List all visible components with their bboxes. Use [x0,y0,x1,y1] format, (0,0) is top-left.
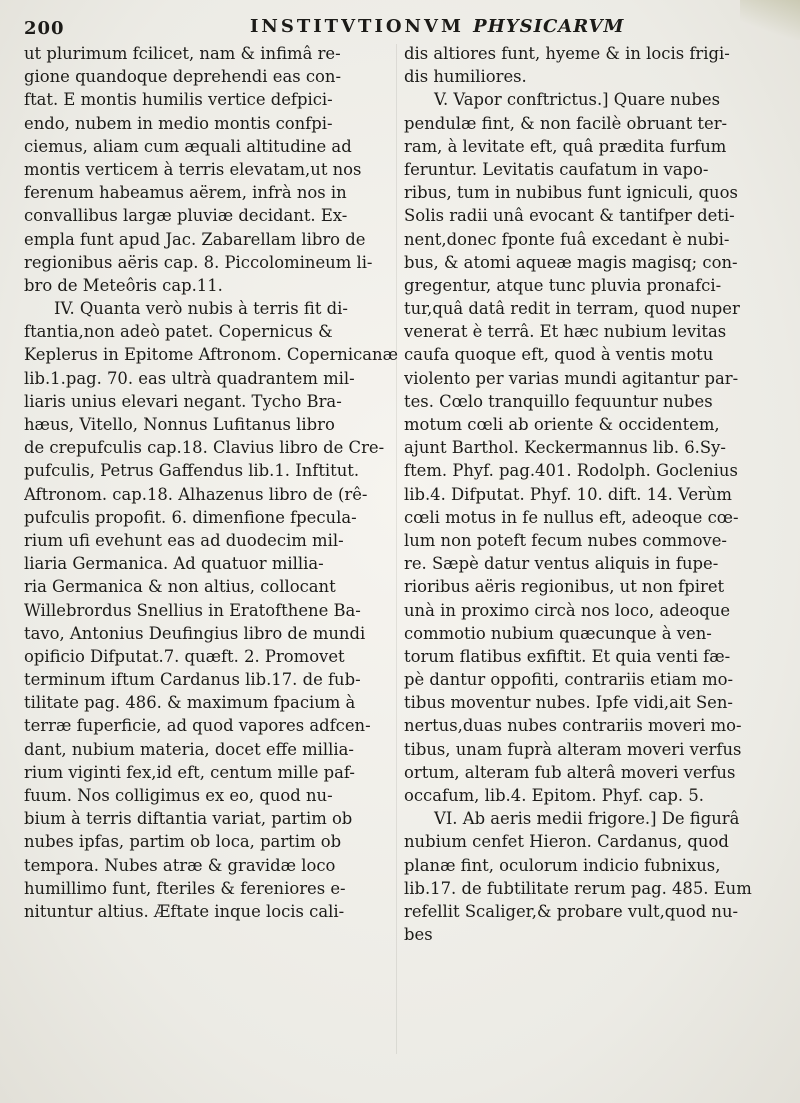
text-line: caufa quoque eft, quod à ventis motu [404,345,714,365]
text-line: venerat è terrâ. Et hæc nubium levitas [404,322,727,342]
text-line: VI. Ab aeris medii frigore.] De figurâ [434,809,740,829]
text-line: ftat. E montis humilis vertice defpici- [24,90,333,110]
text-line: rium viginti fex,id eft, centum mille paf- [24,762,355,782]
text-line: tibus, unam fuprà alteram moveri verfus [404,739,742,759]
page-number: 200 [24,18,65,39]
text-line: gione quandoque deprehendi eas con- [24,67,341,87]
text-line: lib.4. Difputat. Phyf. 10. dift. 14. Verùm [404,484,732,504]
text-line: IV. Quanta verò nubis à terris fit di- [54,299,348,319]
text-line: rium ufi evehunt eas ad duodecim mil- [24,530,344,550]
text-line: nertus,duas nubes contrariis moveri mo- [404,716,742,736]
text-line: ftem. Phyf. pag.401. Rodolph. Goclenius [404,461,738,481]
text-line: violento per varias mundi agitantur par- [404,368,739,388]
text-line: empla funt apud Jac. Zabarellam libro de [24,229,366,249]
text-line: bus, & atomi aqueæ magis magisq; con- [404,252,738,272]
text-line: de crepufculis cap.18. Clavius libro de Cre- [24,438,385,458]
text-line: ribus, tum in nubibus funt igniculi, quos [404,183,738,203]
text-line: opificio Difputat.7. quæft. 2. Promovet [24,646,345,666]
text-line: Keplerus in Epitome Aftronom. Copernicanæ [24,345,399,365]
text-line: nituntur altius. Æftate inque locis cali- [24,901,345,921]
text-line: ria Germanica & non altius, collocant [24,577,336,597]
text-line: pufculis propofit. 6. dimenfione fpecula- [24,507,357,527]
left-column [24,42,400,923]
text-line: lib.1.pag. 70. eas ultrà quadrantem mil- [24,368,355,388]
text-line: dis humiliores. [404,67,527,87]
text-line: Aftronom. cap.18. Alhazenus libro de (rê- [24,484,368,504]
text-line: ftantia,non adeò patet. Copernicus & [24,322,333,342]
right-column [404,42,788,946]
text-line: pufculis, Petrus Gaffendus lib.1. Inftitut. [24,461,360,481]
text-line: lum non poteft fecum nubes commove- [404,530,727,550]
text-line: Willebrordus Snellius in Eratofthene Ba- [24,600,361,620]
text-line: feruntur. Levitatis caufatum in vapo- [404,159,709,179]
text-line: rioribus aëris regionibus, ut non fpiret [404,577,725,597]
text-line: bium à terris diftantia variat, partim ob [24,809,353,829]
text-line: bro de Meteôris cap.11. [24,275,223,295]
text-line: dant, nubium materia, docet effe millia- [24,739,354,759]
text-line: lib.17. de fubtilitate rerum pag. 485. Eum [404,878,752,898]
running-head [250,16,624,37]
text-line: occafum, lib.4. Epitom. Phyf. cap. 5. [404,786,704,805]
text-line: liaris unius elevari negant. Tycho Bra- [24,391,342,411]
text-line: nubium cenfet Hieron. Cardanus, quod [404,832,729,852]
text-line: fuum. Nos colligimus ex eo, quod nu- [24,786,333,805]
text-line: hæus, Vitello, Nonnus Lufitanus libro [24,415,335,434]
text-line: re. Sæpè datur ventus aliquis in fupe- [404,554,719,574]
text-line: tes. Cœlo tranquillo fequuntur nubes [404,391,713,411]
text-line: dis altiores funt, hyeme & in locis frigi- [404,44,730,63]
text-line: motum cœli ab oriente & occidentem, [404,415,720,434]
text-line: tempora. Nubes atræ & gravidæ loco [24,855,336,875]
text-line: ciemus, aliam cum æquali altitudine ad [24,136,352,156]
text-line: humillimo funt, fteriles & fereniores e- [24,878,346,898]
text-line: tilitate pag. 486. & maximum fpacium à [24,693,356,713]
text-line: commotio nubium quæcunque à ven- [404,623,712,643]
text-line: tavo, Antonius Deufingius libro de mundi [24,623,366,643]
text-line: ut plurimum fcilicet, nam & infimâ re- [24,44,341,63]
text-line: liaria Germanica. Ad quatuor millia- [24,554,324,574]
text-line: Solis radii unâ evocant & tantifper deti- [404,206,735,226]
text-line: bes [404,925,433,945]
text-line: ram, à levitate eft, quâ prædita furfum [404,136,727,156]
text-line: torum flatibus exfiftit. Et quia venti fæ- [404,646,731,666]
text-line: nent,donec fponte fuâ excedant è nubi- [404,229,730,249]
text-line: pè dantur oppofiti, contrariis etiam mo- [404,670,734,690]
text-line: ferenum habeamus aërem, infrà nos in [24,183,347,203]
text-line: nubes ipfas, partim ob loca, partim ob [24,832,342,852]
text-line: ortum, alteram fub alterâ moveri verfus [404,762,736,782]
text-line: refellit Scaliger,& probare vult,quod nu- [404,901,739,921]
text-line: V. Vapor conftrictus.] Quare nubes [434,90,721,110]
text-line: ajunt Barthol. Keckermannus lib. 6.Sy- [404,438,726,458]
text-line: convallibus largæ pluviæ decidant. Ex- [24,206,348,226]
page-header [0,12,800,40]
running-head-roman: INSTITVTIONVM [250,16,464,37]
text-line: terræ fuperficie, ad quod vapores adfcen- [24,716,371,736]
running-head-italic: PHYSICARVM [473,16,625,37]
text-line: cœli motus in fe nullus eft, adeoque cœ- [404,507,739,527]
text-line: tur,quâ datâ redit in terram, quod nuper [404,299,740,319]
text-line: planæ fint, oculorum indicio fubnixus, [404,855,721,875]
text-line: terminum iftum Cardanus lib.17. de fub- [24,670,361,690]
text-line: pendulæ fint, & non facilè obruant ter- [404,113,728,133]
text-line: unà in proximo circà nos loco, adeoque [404,600,731,620]
text-line: tibus moventur nubes. Ipfe vidi,ait Sen- [404,693,733,713]
text-line: endo, nubem in medio montis confpi- [24,113,333,133]
text-line: regionibus aëris cap. 8. Piccolomineum li- [24,252,373,272]
text-line: montis verticem à terris elevatam,ut nos [24,159,362,179]
text-line: gregentur, atque tunc pluvia pronafci- [404,275,722,295]
